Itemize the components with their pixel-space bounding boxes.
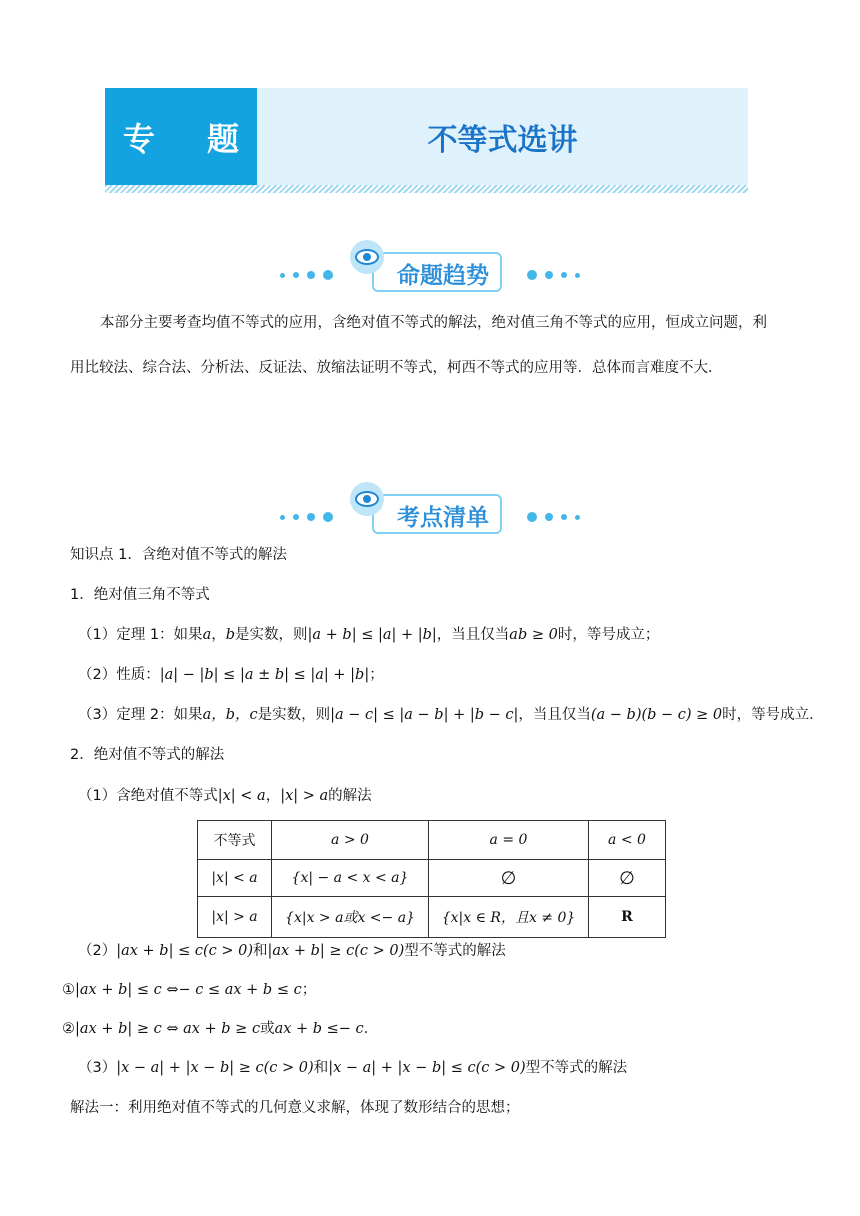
table-cell: |x| < a (198, 860, 272, 897)
eye-icon (350, 482, 384, 516)
knowledge-point-1: 知识点 1．含绝对值不等式的解法 (70, 547, 287, 563)
topic-tag (105, 88, 257, 185)
table-cell: ∅ (429, 860, 589, 897)
solving-item-1: （1）含绝对值不等式|x| < a，|x| > a的解法 (78, 788, 372, 804)
subheading-solving: 2．绝对值不等式的解法 (70, 747, 225, 763)
tag-char-1: 专 (122, 119, 155, 158)
section-box (372, 494, 502, 534)
tag-char-2: 题 (207, 119, 240, 158)
table-cell: |x| > a (198, 897, 272, 938)
table-cell: {x|x ∈ R，且x ≠ 0} (429, 897, 589, 938)
solving-item-3: （3）|x − a| + |x − b| ≥ c(c > 0)和|x − a| + |x − b| ≤ c(c > 0)型不等式的解法 (78, 1060, 628, 1076)
table-cell: a > 0 (272, 821, 429, 860)
property: （2）性质：|a| − |b| ≤ |a ± b| ≤ |a| + |b|； (78, 667, 384, 683)
banner-stripe (105, 185, 748, 193)
theorem-1: （1）定理 1：如果a，b是实数，则|a + b| ≤ |a| + |b|，当且仅当ab ≥ 0时，等号成立； (78, 627, 660, 643)
table-cell: 不等式 (198, 821, 272, 860)
table-cell: {x|x > a或x <− a} (272, 897, 429, 938)
table-cell: R (589, 897, 666, 938)
table-cell: a = 0 (429, 821, 589, 860)
dots-left (280, 512, 333, 522)
solving-item-2: （2）|ax + b| ≤ c(c > 0)和|ax + b| ≥ c(c > 0)型不等式的解法 (78, 943, 506, 959)
table-row (198, 821, 666, 860)
dots-right (527, 512, 580, 522)
theorem-2: （3）定理 2：如果a，b，c是实数，则|a − c| ≤ |a − b| + |b − c|，当且仅当(a − b)(b − c) ≥ 0时，等号成立． (78, 707, 824, 723)
dots-right (527, 270, 580, 280)
section-label: 考点清单 (397, 505, 489, 531)
table-cell: ∅ (589, 860, 666, 897)
section-box (372, 252, 502, 292)
table-cell: a < 0 (589, 821, 666, 860)
page-title: 不等式选讲 (427, 122, 578, 158)
section-label: 命题趋势 (397, 263, 489, 289)
table-cell: {x| − a < x < a} (272, 860, 429, 897)
trend-line-2: 用比较法、综合法、分析法、反证法、放缩法证明不等式，柯西不等式的应用等．总体而言难度不大． (70, 360, 723, 376)
section-heading-checklist (280, 482, 580, 532)
inequality-table (197, 820, 666, 938)
trend-line-1: 本部分主要考查均值不等式的应用，含绝对值不等式的解法，绝对值三角不等式的应用，恒成立问题，利 (100, 315, 767, 331)
eye-icon (350, 240, 384, 274)
dots-left (280, 270, 333, 280)
case-2: ②|ax + b| ≥ c ⇔ ax + b ≥ c或ax + b ≤− c． (62, 1021, 379, 1037)
method-1: 解法一：利用绝对值不等式的几何意义求解，体现了数形结合的思想； (70, 1100, 520, 1116)
subheading-triangle: 1．绝对值三角不等式 (70, 587, 210, 603)
section-heading-trend (280, 240, 580, 290)
header-banner (105, 88, 748, 185)
case-1: ①|ax + b| ≤ c ⇔− c ≤ ax + b ≤ c； (62, 982, 317, 998)
table-row (198, 860, 666, 897)
table-row (198, 897, 666, 938)
